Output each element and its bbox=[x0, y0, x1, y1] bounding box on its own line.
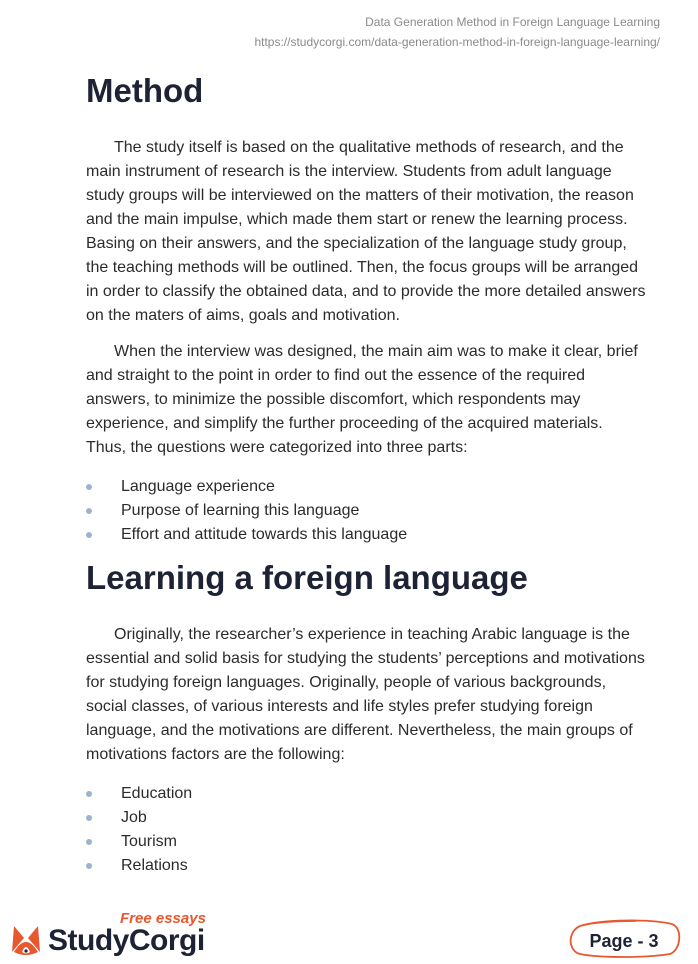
list-item: Education bbox=[86, 782, 646, 806]
list-item: Tourism bbox=[86, 830, 646, 854]
corgi-icon bbox=[8, 922, 44, 958]
page-header bbox=[254, 12, 660, 52]
method-heading: Method bbox=[86, 72, 204, 109]
logo-tagline: Free essays bbox=[120, 910, 206, 927]
list-item: Job bbox=[86, 806, 646, 830]
interview-parts-list bbox=[86, 475, 646, 547]
bullet-icon bbox=[86, 839, 92, 845]
bullet-icon bbox=[86, 508, 92, 514]
document-url[interactable]: https://studycorgi.com/data-generation-method-in-foreign-language-learning/ bbox=[254, 35, 660, 49]
method-paragraph-2: When the interview was designed, the main aim was to make it clear, brief and straight to the point in order to find out the essence of the required answers, to minimize the possible discomfort, which respondents may experience, and simplify the further proceeding of the acquired materials. Thus, the questions were categorized into three parts: bbox=[86, 343, 638, 456]
bullet-icon bbox=[86, 532, 92, 538]
learning-paragraph-1: Originally, the researcher’s experience in teaching Arabic language is the essential and solid basis for studying the students’ perceptions and motivations for studying foreign languages. Originally, people of various backgrounds, social classes, of various interests and life styles prefer studying foreign language, and the motivations are different. Nevertheless, the main groups of motivations factors are the following: bbox=[86, 626, 645, 763]
page-number: Page - 3 bbox=[589, 931, 659, 951]
list-item: Purpose of learning this language bbox=[86, 499, 646, 523]
method-paragraph-1: The study itself is based on the qualitative methods of research, and the main instrument of research is the interview. Students from adult language study groups will be interviewed on the matters of their motivation, the reason and the main impulse, which made them start or renew the learning process. Basing on their answers, and the specialization of the language study group, the teaching methods will be outlined. Then, the focus groups will be arranged in order to classify the obtained data, and to provide the more detailed answers on the maters of aims, goals and motivation. bbox=[86, 139, 646, 324]
page-number-badge bbox=[566, 918, 682, 958]
studycorgi-logo[interactable] bbox=[8, 910, 218, 960]
document-body bbox=[86, 66, 646, 878]
bullet-icon bbox=[86, 815, 92, 821]
bullet-icon bbox=[86, 791, 92, 797]
document-title: Data Generation Method in Foreign Language Learning bbox=[365, 15, 660, 29]
list-item: Relations bbox=[86, 854, 646, 878]
learning-heading: Learning a foreign language bbox=[86, 559, 528, 596]
bullet-icon bbox=[86, 863, 92, 869]
bullet-icon bbox=[86, 484, 92, 490]
logo-wordmark: StudyCorgi bbox=[48, 924, 205, 957]
list-item: Effort and attitude towards this language bbox=[86, 523, 646, 547]
motivation-factors-list bbox=[86, 782, 646, 878]
list-item: Language experience bbox=[86, 475, 646, 499]
